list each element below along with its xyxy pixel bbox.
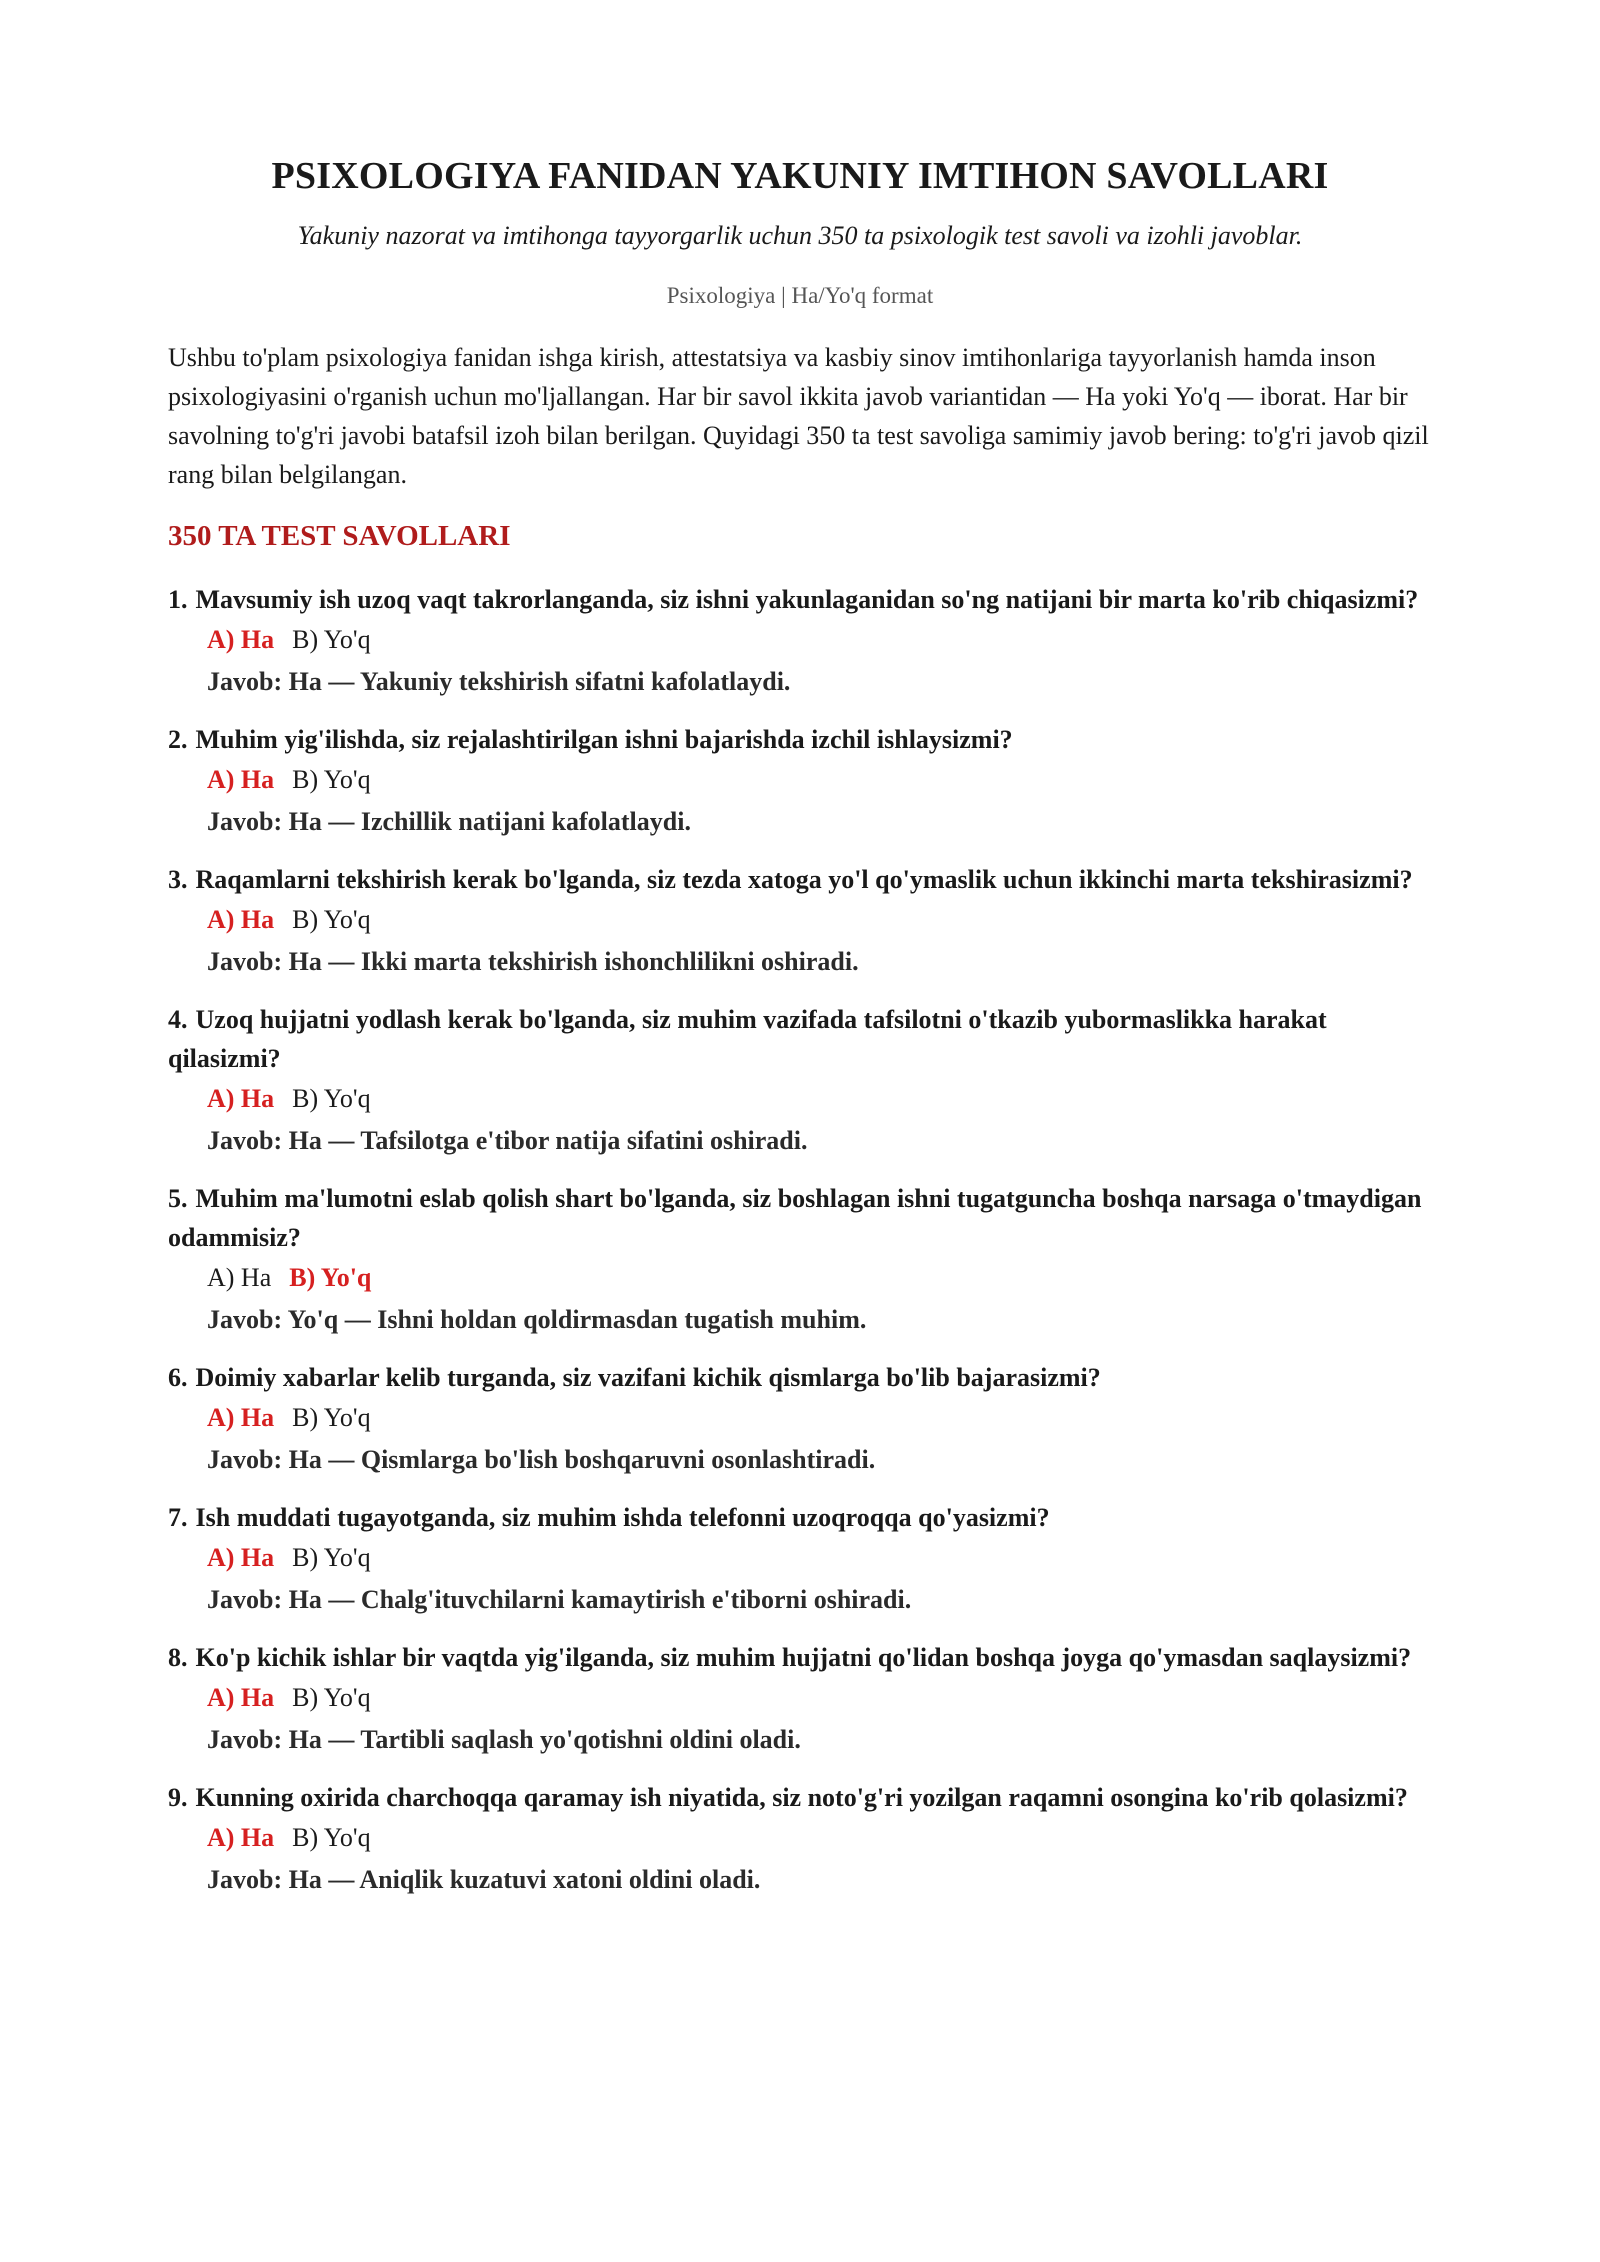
option-b: B) Yo'q (292, 765, 371, 794)
option-b: B) Yo'q (292, 1084, 371, 1113)
question-item (168, 1358, 1432, 1481)
page-title: PSIXOLOGIYA FANIDAN YAKUNIY IMTIHON SAVOLLARI (271, 155, 1329, 197)
option-a: A) Ha (207, 1543, 275, 1572)
option-a: A) Ha (207, 1823, 275, 1852)
option-a: A) Ha (207, 765, 275, 794)
answer-explanation: Javob: Ha — Tartibli saqlash yo'qotishni oldini oladi. (207, 1725, 801, 1754)
question-number: 5. (168, 1184, 188, 1213)
question-list (168, 580, 1432, 1901)
question-body: Ko'p kichik ishlar bir vaqtda yig'ilganda, siz muhim hujjatni qo'lidan boshqa joyga qo'ymasdan saqlaysizmi? (195, 1643, 1412, 1672)
question-body: Doimiy xabarlar kelib turganda, siz vazifani kichik qismlarga bo'lib bajarasizmi? (195, 1363, 1101, 1392)
option-a: A) Ha (207, 1084, 275, 1113)
option-a: A) Ha (207, 1263, 272, 1292)
answer-explanation: Javob: Ha — Qismlarga bo'lish boshqaruvni osonlashtiradi. (207, 1445, 876, 1474)
question-number: 6. (168, 1363, 188, 1392)
question-item (168, 1498, 1432, 1621)
question-text (168, 1498, 1432, 1537)
question-body: Mavsumiy ish uzoq vaqt takrorlanganda, siz ishni yakunlaganidan so'ng natijani bir marta ko'rib chiqasizmi? (195, 585, 1419, 614)
question-number: 9. (168, 1783, 188, 1812)
option-b: B) Yo'q (292, 905, 371, 934)
question-number: 3. (168, 865, 188, 894)
question-text (168, 1000, 1432, 1078)
question-body: Ish muddati tugayotganda, siz muhim ishda telefonni uzoqroqqa qo'yasizmi? (195, 1503, 1050, 1532)
question-body: Raqamlarni tekshirish kerak bo'lganda, siz tezda xatoga yo'l qo'ymaslik uchun ikkinchi marta tekshirasizmi? (195, 865, 1413, 894)
answer-explanation: Javob: Ha — Aniqlik kuzatuvi xatoni oldini oladi. (207, 1865, 761, 1894)
option-a: A) Ha (207, 905, 275, 934)
answer-options (168, 1817, 1432, 1859)
question-text (168, 1179, 1432, 1257)
question-number: 7. (168, 1503, 188, 1532)
answer-options (168, 899, 1432, 941)
question-text (168, 1358, 1432, 1397)
question-item (168, 580, 1432, 703)
question-item (168, 1638, 1432, 1761)
option-b: B) Yo'q (292, 1683, 371, 1712)
answer-explanation: Javob: Ha — Izchillik natijani kafolatlaydi. (207, 807, 691, 836)
question-body: Muhim ma'lumotni eslab qolish shart bo'lganda, siz boshlagan ishni tugatguncha boshqa narsaga o'tmaydigan odammisiz? (168, 1184, 1422, 1252)
question-number: 8. (168, 1643, 188, 1672)
question-body: Uzoq hujjatni yodlash kerak bo'lganda, siz muhim vazifada tafsilotni o'tkazib yubormaslikka harakat qilasizmi? (168, 1005, 1327, 1073)
question-number: 1. (168, 585, 188, 614)
option-b: B) Yo'q (292, 1823, 371, 1852)
option-b: B) Yo'q (292, 1543, 371, 1572)
answer-options (168, 1257, 1432, 1299)
question-text (168, 720, 1432, 759)
option-b: B) Yo'q (289, 1263, 372, 1292)
question-body: Muhim yig'ilishda, siz rejalashtirilgan ishni bajarishda izchil ishlaysizmi? (195, 725, 1013, 754)
option-a: A) Ha (207, 625, 275, 654)
answer-options (168, 1537, 1432, 1579)
answer-explanation: Javob: Ha — Tafsilotga e'tibor natija sifatini oshiradi. (207, 1126, 808, 1155)
question-item (168, 720, 1432, 843)
option-b: B) Yo'q (292, 1403, 371, 1432)
section-heading: 350 TA TEST SAVOLLARI (168, 520, 511, 552)
question-text (168, 580, 1432, 619)
option-b: B) Yo'q (292, 625, 371, 654)
question-text (168, 1638, 1432, 1677)
option-a: A) Ha (207, 1403, 275, 1432)
question-text (168, 860, 1432, 899)
answer-options (168, 619, 1432, 661)
question-text (168, 1778, 1432, 1817)
answer-options (168, 1397, 1432, 1439)
question-item (168, 860, 1432, 983)
intro-paragraph: Ushbu to'plam psixologiya fanidan ishga kirish, attestatsiya va kasbiy sinov imtihonlariga tayyorlanish hamda inson psixologiyasini o'rganish uchun mo'ljallangan. Har bir savol ikkita javob variantidan — Ha yoki Yo'q — iborat. Har bir savolning to'g'ri javobi batafsil izoh bilan berilgan. Quyidagi 350 ta test savoliga samimiy javob bering: to'g'ri javob qizil rang bilan belgilangan. (168, 343, 1429, 489)
question-item (168, 1778, 1432, 1901)
answer-explanation: Javob: Ha — Ikki marta tekshirish ishonchlilikni oshiradi. (207, 947, 859, 976)
subject-format-line: Psixologiya | Ha/Yo'q format (666, 283, 934, 308)
answer-explanation: Javob: Ha — Yakuniy tekshirish sifatni kafolatlaydi. (207, 667, 791, 696)
question-body: Kunning oxirida charchoqqa qaramay ish niyatida, siz noto'g'ri yozilgan raqamni osongina ko'rib qolasizmi? (195, 1783, 1408, 1812)
question-number: 2. (168, 725, 188, 754)
question-item (168, 1000, 1432, 1162)
answer-options (168, 1677, 1432, 1719)
question-number: 4. (168, 1005, 188, 1034)
question-item (168, 1179, 1432, 1341)
option-a: A) Ha (207, 1683, 275, 1712)
page-subtitle: Yakuniy nazorat va imtihonga tayyorgarlik uchun 350 ta psixologik test savoli va izohli javoblar. (297, 221, 1303, 250)
answer-explanation: Javob: Ha — Chalg'ituvchilarni kamaytirish e'tiborni oshiradi. (207, 1585, 912, 1614)
answer-explanation: Javob: Yo'q — Ishni holdan qoldirmasdan tugatish muhim. (207, 1305, 867, 1334)
answer-options (168, 1078, 1432, 1120)
answer-options (168, 759, 1432, 801)
